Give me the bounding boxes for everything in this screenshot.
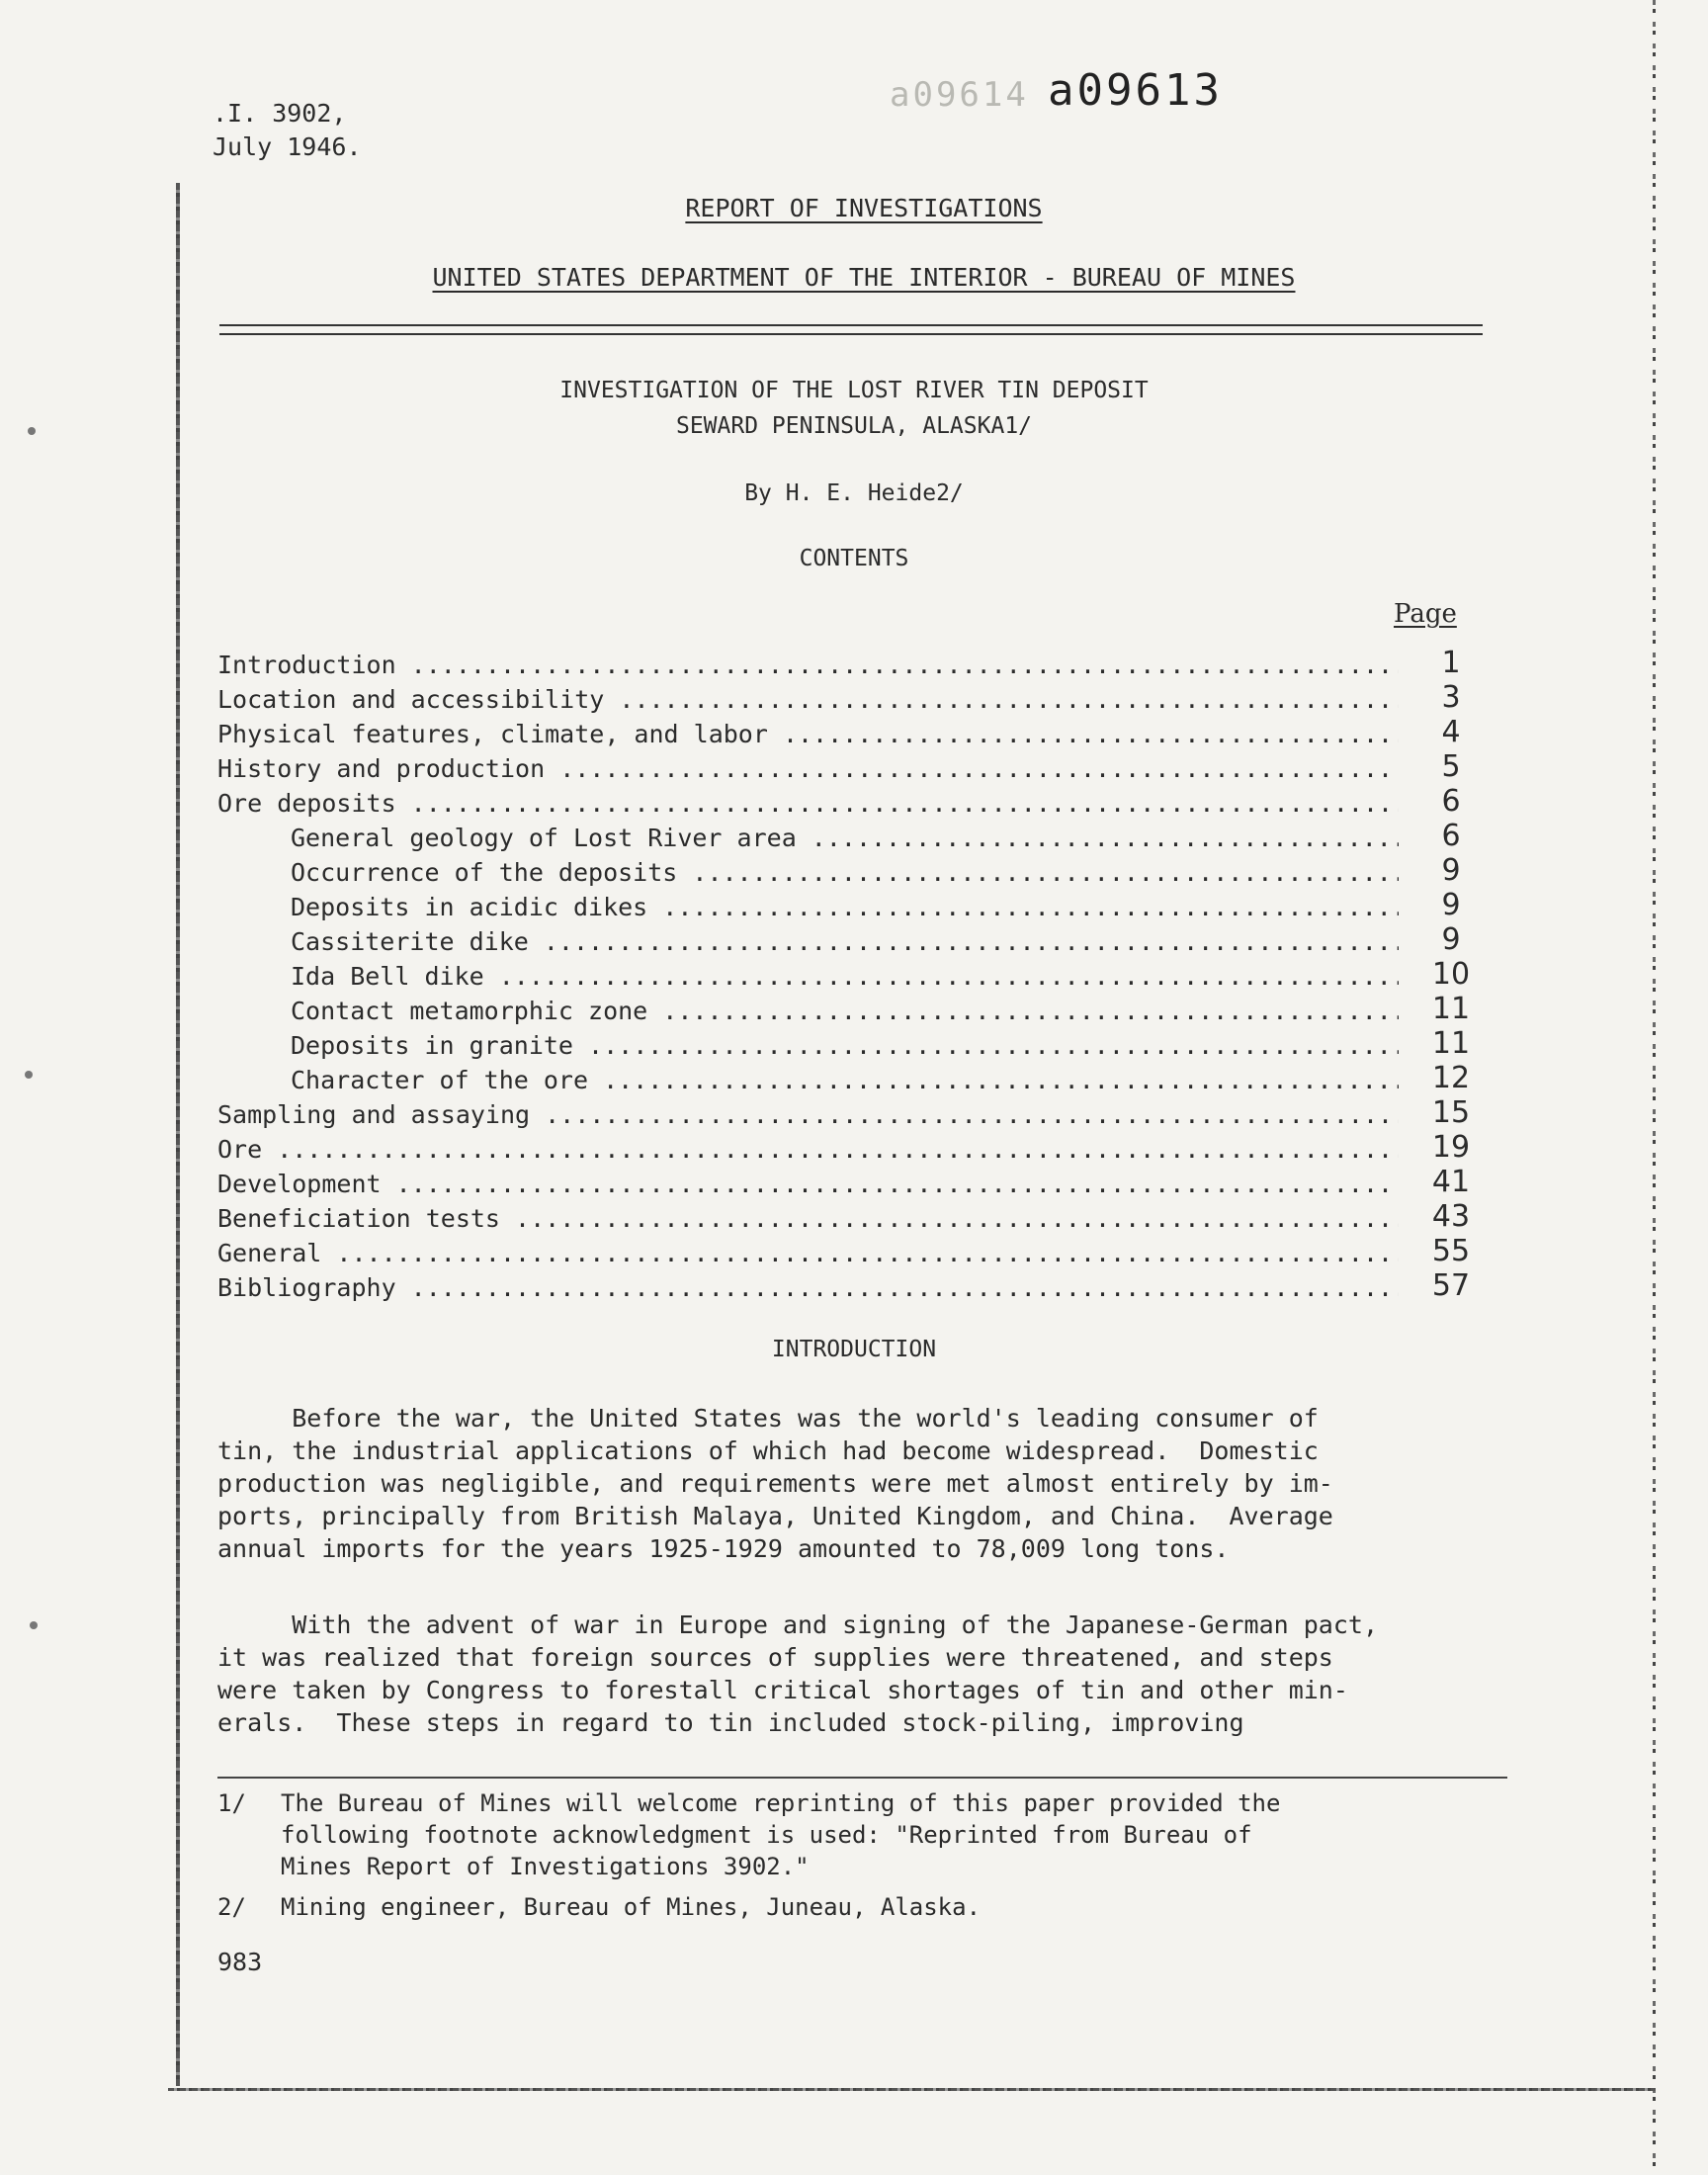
toc-entry-label: Character of the ore ..... <box>291 1063 1399 1097</box>
toc-entry <box>217 957 1471 994</box>
toc-entry-label: Bibliography ..... <box>217 1270 1399 1305</box>
scan-right-border <box>1653 0 1656 2175</box>
double-rule-top <box>219 324 1483 326</box>
toc-entry-label: General ..... <box>217 1236 1399 1270</box>
toc-entry-page: 11 <box>1431 1026 1471 1061</box>
toc-entry-page: 11 <box>1431 992 1471 1026</box>
footnote-2-mark: 2/ <box>217 1893 246 1921</box>
toc-entry <box>217 1026 1471 1063</box>
toc-entry <box>217 924 1463 959</box>
toc-entry-label: Physical features, climate, and labor ..... <box>217 717 1399 751</box>
toc-entry-label: General geology of Lost River area ..... <box>291 821 1399 855</box>
bleed-through-number: a09614 <box>890 75 1029 115</box>
scan-bottom-border <box>168 2088 1656 2091</box>
introduction-paragraph-1: Before the war, the United States was the world's leading consumer of tin, the industrial applications of which had become widespread. Domestic production was negligible, and requirements were met almost entirely by im- ports, principally from British Malaya, United Kingdom, and China. Average annual imports for the years 1925-1929 amounted to 78,009 long tons. <box>217 1404 1333 1563</box>
toc-entry <box>217 1095 1471 1132</box>
toc-entry-page: 4 <box>1441 715 1461 749</box>
scan-speck <box>25 1071 33 1079</box>
toc-entry <box>217 821 1463 855</box>
page-column-heading: Page <box>1394 599 1457 629</box>
toc-entry <box>217 1165 1471 1201</box>
toc-entry <box>217 1199 1471 1236</box>
toc-entry-page: 6 <box>1441 784 1461 819</box>
title-line-2 <box>0 413 1708 439</box>
table-of-contents <box>217 646 1471 1305</box>
toc-entry-label: Deposits in acidic dikes ..... <box>291 890 1399 924</box>
author-name: By H. E. Heide <box>744 480 937 506</box>
toc-entry <box>217 751 1463 786</box>
toc-entry-label: Cassiterite dike ..... <box>291 924 1399 959</box>
toc-entry-label: Location and accessibility ..... <box>217 682 1399 717</box>
footnote-1-mark: 1/ <box>217 1789 246 1817</box>
double-rule-bottom <box>219 333 1483 335</box>
toc-entry <box>217 1268 1471 1305</box>
page-code: 983 <box>217 1948 263 1976</box>
toc-entry-page: 55 <box>1431 1234 1471 1268</box>
contents-heading: CONTENTS <box>799 546 909 571</box>
toc-entry <box>217 682 1463 717</box>
toc-entry-label: Ida Bell dike ..... <box>291 959 1399 994</box>
toc-entry <box>217 717 1463 751</box>
report-number: .I. 3902, <box>213 99 347 128</box>
toc-entry-page: 9 <box>1441 888 1461 922</box>
toc-entry-label: History and production ..... <box>217 751 1399 786</box>
toc-entry-page: 43 <box>1431 1199 1471 1234</box>
toc-entry-label: Deposits in granite ..... <box>291 1028 1399 1063</box>
toc-entry-label: Introduction ..... <box>217 648 1399 682</box>
toc-entry-page: 3 <box>1441 680 1461 715</box>
toc-entry-page: 10 <box>1431 957 1471 992</box>
toc-entry-label: Beneficiation tests ..... <box>217 1201 1399 1236</box>
toc-entry-page: 9 <box>1441 853 1461 888</box>
toc-entry <box>217 1130 1471 1167</box>
toc-entry-page: 41 <box>1431 1165 1471 1199</box>
author-footnote-ref: 2/ <box>936 480 964 506</box>
toc-entry-page: 12 <box>1431 1061 1471 1095</box>
toc-entry <box>217 992 1471 1028</box>
toc-entry-page: 9 <box>1441 922 1461 957</box>
toc-entry-page: 57 <box>1431 1268 1471 1303</box>
scan-speck <box>30 1621 38 1629</box>
toc-entry-page: 6 <box>1441 819 1461 853</box>
document-number: a09613 <box>1048 65 1223 116</box>
introduction-heading: INTRODUCTION <box>771 1337 937 1362</box>
report-date: July 1946. <box>213 132 362 161</box>
footnote-rule <box>217 1777 1507 1779</box>
author-line <box>0 480 1708 506</box>
scan-left-border <box>176 183 180 2086</box>
toc-entry-label: Development ..... <box>217 1167 1399 1201</box>
toc-entry <box>217 1234 1471 1270</box>
title-line-1: INVESTIGATION OF THE LOST RIVER TIN DEPOSIT <box>559 378 1149 403</box>
toc-entry-label: Sampling and assaying ..... <box>217 1097 1399 1132</box>
title-footnote-ref: 1/ <box>1004 413 1033 439</box>
report-type-heading: REPORT OF INVESTIGATIONS <box>685 194 1043 222</box>
toc-entry <box>217 1061 1471 1097</box>
toc-entry-label: Ore ..... <box>217 1132 1399 1167</box>
toc-entry-label: Ore deposits ..... <box>217 786 1399 821</box>
toc-entry <box>217 786 1463 821</box>
toc-entry-page: 15 <box>1431 1095 1471 1130</box>
introduction-paragraph-2: With the advent of war in Europe and signing of the Japanese-German pact, it was realized that foreign sources of supplies were threatened, and steps were taken by Congress to forestall critical shortages of tin and other min- erals. These steps in regard to tin included stock-piling, improving <box>217 1610 1378 1737</box>
toc-entry <box>217 855 1463 890</box>
department-heading: UNITED STATES DEPARTMENT OF THE INTERIOR - BUREAU OF MINES <box>432 263 1296 292</box>
toc-entry-page: 1 <box>1441 646 1461 680</box>
toc-entry <box>217 890 1463 924</box>
title-line-2-text: SEWARD PENINSULA, ALASKA <box>675 413 1005 439</box>
toc-entry-label: Occurrence of the deposits ..... <box>291 855 1399 890</box>
toc-entry <box>217 648 1463 682</box>
toc-entry-page: 19 <box>1431 1130 1471 1165</box>
toc-entry-label: Contact metamorphic zone ..... <box>291 994 1399 1028</box>
footnote-1-text: The Bureau of Mines will welcome reprinting of this paper provided the following footnote acknowledgment is used: "Reprinted from Bureau of Mines Report of Investigations 3902." <box>281 1789 1281 1880</box>
footnote-2-text: Mining engineer, Bureau of Mines, Juneau, Alaska. <box>281 1893 982 1921</box>
toc-entry-page: 5 <box>1441 749 1461 784</box>
